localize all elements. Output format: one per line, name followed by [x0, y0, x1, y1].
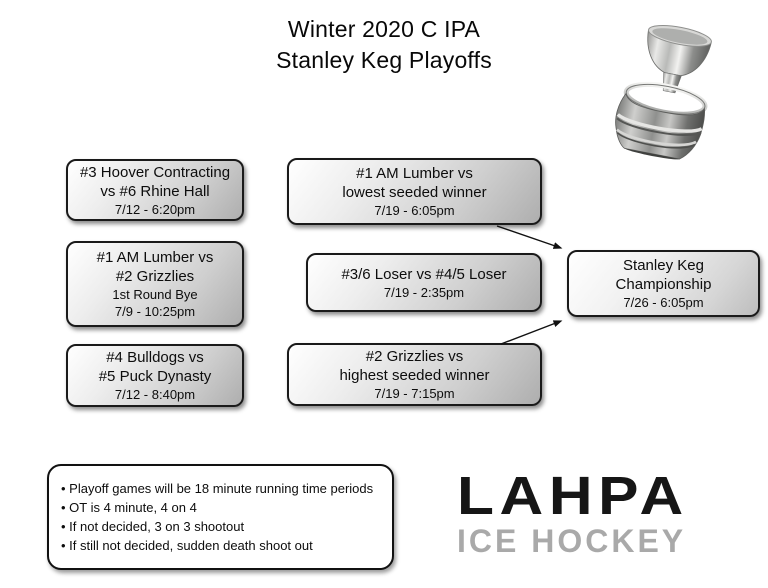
matchup-line: #3/6 Loser vs #4/5 Loser [341, 265, 507, 283]
rule-item: • OT is 4 minute, 4 on 4 [61, 500, 197, 515]
matchup-line: vs #6 Rhine Hall [100, 182, 210, 200]
bracket-box-championship [567, 250, 760, 317]
bracket-box-consolation-game [306, 253, 542, 312]
rule-item: • If not decided, 3 on 3 shootout [61, 519, 245, 534]
page-title-line2: Stanley Keg Playoffs [276, 47, 492, 73]
game-time: 7/12 - 8:40pm [114, 387, 196, 402]
arrow-semifinal-bottom-to-championship [501, 321, 561, 344]
game-time: 7/19 - 7:15pm [374, 386, 455, 401]
game-time: 7/26 - 6:05pm [623, 295, 704, 310]
bracket-box-hoover-vs-rhine [66, 159, 244, 221]
lahpa-logo-subtitle: ICE HOCKEY [457, 523, 687, 559]
bye-note: 1st Round Bye [112, 287, 198, 302]
matchup-line: Stanley Keg [623, 257, 704, 274]
bracket-box-semifinal-top [287, 158, 542, 225]
playoff-rules-box [47, 464, 394, 570]
game-time: 7/19 - 6:05pm [374, 203, 455, 218]
matchup-line: #2 Grizzlies vs [365, 348, 464, 365]
bracket-box-lumber-grizzlies-bye [66, 241, 244, 327]
matchup-line: #4 Bulldogs vs [106, 349, 204, 366]
game-time: 7/9 - 10:25pm [114, 304, 196, 319]
lahpa-logo-wordmark: LAHPA [457, 466, 689, 526]
rule-item: • If still not decided, sudden death shoot out [61, 538, 313, 553]
lahpa-logo [457, 466, 757, 559]
arrow-semifinal-top-to-championship [497, 226, 561, 248]
matchup-line: #3 Hoover Contracting [79, 163, 231, 181]
bracket-box-semifinal-bottom [287, 343, 542, 406]
rule-item: • Playoff games will be 18 minute running time periods [61, 481, 374, 496]
stanley-keg-trophy-image [610, 12, 732, 162]
bracket-box-bulldogs-vs-puck-dynasty [66, 344, 244, 407]
game-time: 7/19 - 2:35pm [383, 284, 465, 300]
matchup-line: Championship [615, 276, 712, 293]
page-title-line1: Winter 2020 C IPA [287, 16, 481, 42]
matchup-line: #1 AM Lumber vs [96, 249, 214, 266]
matchup-line: #2 Grizzlies [115, 268, 195, 285]
matchup-line: #1 AM Lumber vs [356, 165, 473, 182]
game-time: 7/12 - 6:20pm [114, 201, 196, 217]
matchup-line: #5 Puck Dynasty [98, 368, 212, 385]
matchup-line: highest seeded winner [339, 367, 490, 384]
matchup-line: lowest seeded winner [342, 184, 487, 201]
